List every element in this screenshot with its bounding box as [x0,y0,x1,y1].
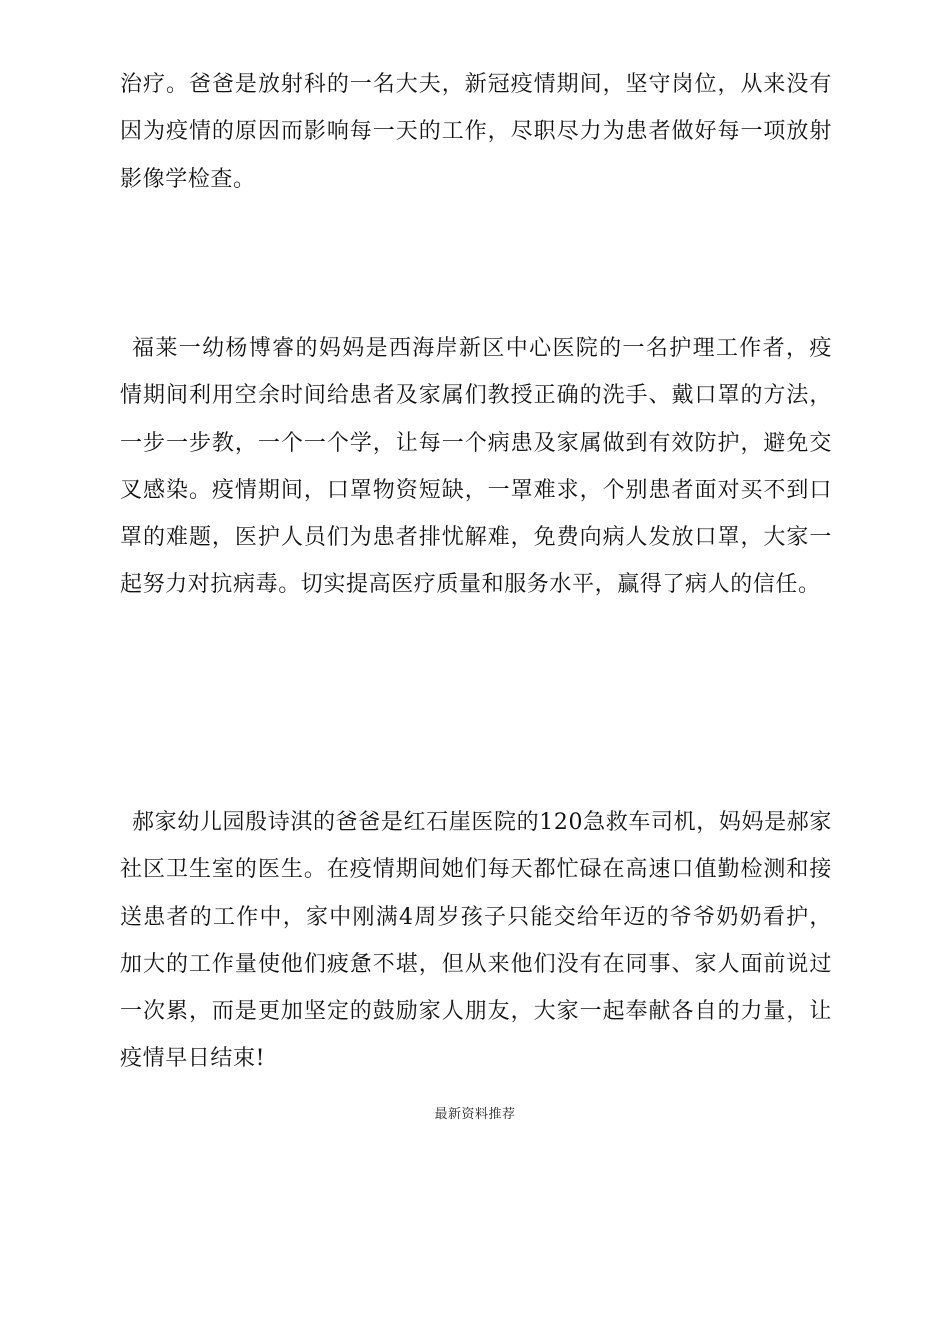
paragraph-nurse-mother: 福莱一幼杨博睿的妈妈是西海岸新区中心医院的一名护理工作者，疫情期间利用空余时间给患者及家属们教授正确的洗手、戴口罩的方法，一步一步教，一个一个学，让每一个病患及家属做到有效防护，避免交叉感染。疫情期间，口罩物资短缺，一罩难求，个别患者面对买不到口罩的难题，医护人员们为患者排忧解难，免费向病人发放口罩，大家一起努力对抗病毒。切实提高医疗质量和服务水平，赢得了病人的信任。 [120,336,832,598]
paragraph-radiologist-father: 治疗。爸爸是放射科的一名大夫，新冠疫情期间，坚守岗位，从来没有因为疫情的原因而影响每一天的工作，尽职尽力为患者做好每一项放射影像学检查。 [120,72,832,192]
footer-recommendation: 最新资料推荐 [434,1107,516,1122]
paragraph-ambulance-driver-father: 郝家幼儿园殷诗淇的爸爸是红石崖医院的120急救车司机，妈妈是郝家社区卫生室的医生。在疫情期间她们每天都忙碌在高速口值勤检测和接送患者的工作中，家中刚满4周岁孩子只能交给年迈的爷爷奶奶看护，加大的工作量使他们疲惫不堪，但从来他们没有在同事、家人面前说过一次累，而是更加坚定的鼓励家人朋友，大家一起奉献各自的力量，让疫情早日结束! [120,810,832,1072]
